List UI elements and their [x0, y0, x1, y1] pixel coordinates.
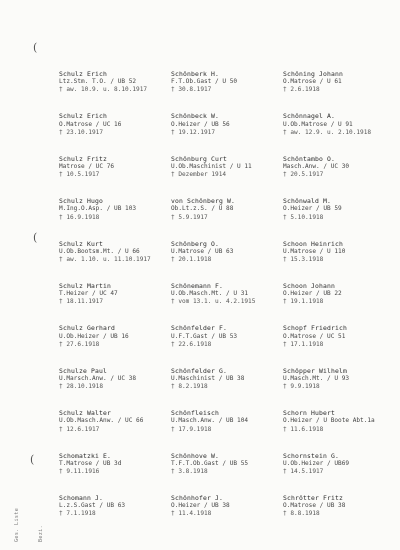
record-name: Schomatzki E. — [59, 451, 111, 460]
record-name: Schönhofer J. — [171, 493, 223, 502]
record-entry — [283, 367, 389, 409]
record-death: † 17.9.1918 — [171, 425, 212, 433]
record-death: † 9.9.1918 — [283, 383, 320, 391]
record-unit: Ltz.Stm. T.O. / UB 52 — [59, 78, 137, 86]
record-unit: O.Heizer / UB 59 — [283, 205, 342, 213]
record-unit: O.Matrose / UB 38 — [283, 502, 346, 510]
record-death: † 14.5.1917 — [283, 467, 324, 475]
margin-mark: ( — [30, 453, 35, 466]
record-name: Schomann J. — [59, 493, 103, 502]
record-unit: U.Ob.Heizer / UB69 — [283, 459, 350, 467]
record-name: von Schönberg W. — [171, 197, 235, 206]
record-name: Schulz Walter — [59, 409, 111, 418]
record-entry — [59, 282, 171, 324]
record-death: † 11.4.1918 — [171, 510, 212, 518]
record-unit: U.Matrose / UB 63 — [171, 247, 234, 255]
record-unit: F.T.Ob.Gast / U 50 — [171, 78, 238, 86]
record-entry — [59, 240, 171, 282]
record-death: † 30.8.1917 — [171, 86, 212, 94]
record-entry — [171, 282, 283, 324]
record-entry — [171, 240, 283, 282]
record-entry — [171, 155, 283, 197]
record-entry — [171, 409, 283, 451]
record-death: † 23.10.1917 — [59, 128, 104, 136]
record-unit: O.Matrose / UC 51 — [283, 332, 346, 340]
record-entry — [283, 282, 389, 324]
record-name: Schornstein G. — [283, 451, 339, 460]
side-note — [14, 392, 44, 542]
record-death: † 15.3.1918 — [283, 255, 324, 263]
record-unit: O.Matrose / U 61 — [283, 78, 342, 86]
record-name: Schönberk H. — [171, 70, 219, 78]
record-entry — [59, 494, 171, 536]
record-unit: O.Heizer / U Boote Abt.1a — [283, 417, 375, 425]
record-unit: U.Matrose / U 110 — [283, 247, 346, 255]
record-unit: T.Heizer / UC 47 — [59, 290, 118, 298]
record-death: † 3.8.1918 — [171, 467, 208, 475]
record-name: Schulz Erich — [59, 70, 107, 78]
record-death: † 28.10.1918 — [59, 383, 104, 391]
record-death: † 7.1.1918 — [59, 510, 96, 518]
record-death: † 20.1.1918 — [171, 255, 212, 263]
record-death: † 19.12.1917 — [171, 128, 216, 136]
record-entry — [283, 409, 389, 451]
record-unit: U.Maschinist / UB 38 — [171, 374, 245, 382]
record-name: Schönnagel A. — [283, 112, 335, 121]
record-entry — [283, 112, 389, 154]
record-unit: M.Ing.O.Asp. / UB 103 — [59, 205, 137, 213]
record-name: Schoon Johann — [283, 281, 335, 290]
record-name: Schönburg Curt — [171, 154, 227, 163]
record-name: Schöntambo O. — [283, 154, 335, 163]
record-death: † 19.1.1918 — [283, 298, 324, 306]
record-unit: O.Heizer / UB 22 — [283, 290, 342, 298]
record-entry — [283, 197, 389, 239]
record-death: † 27.6.1918 — [59, 340, 100, 348]
record-name: Schönberg O. — [171, 239, 219, 248]
record-name: Schönemann F. — [171, 281, 223, 290]
record-unit: U.Ob.Maschinist / U 11 — [171, 162, 252, 170]
record-unit: O.Heizer / UB 56 — [171, 120, 230, 128]
record-entry — [283, 494, 389, 536]
record-unit: U.Ob.Matrose / U 91 — [283, 120, 353, 128]
record-death: † 22.6.1918 — [171, 340, 212, 348]
record-death: † aw. 12.9. u. 2.10.1918 — [283, 128, 372, 136]
record-death: † Dezember 1914 — [171, 171, 227, 179]
record-name: Schulz Martin — [59, 281, 111, 290]
record-unit: U.Ob.Masch.Mt. / U 31 — [171, 290, 249, 298]
record-death: † 2.6.1918 — [283, 86, 320, 94]
record-death: † 20.5.1917 — [283, 171, 324, 179]
record-entry — [59, 155, 171, 197]
record-unit: U.Ob.Masch.Anw. / UC 66 — [59, 417, 144, 425]
record-name: Schrötter Fritz — [283, 493, 343, 502]
record-unit: L.z.S.Gast / UB 63 — [59, 502, 126, 510]
record-death: † aw. 10.9. u. 8.10.1917 — [59, 86, 148, 94]
record-name: Schönhove W. — [171, 451, 219, 460]
record-name: Schöning Johann — [283, 70, 343, 78]
record-entry — [59, 70, 171, 112]
record-entry — [59, 324, 171, 366]
record-unit: U.Marsch.Anw. / UC 38 — [59, 374, 137, 382]
record-unit: U.Ob.Bootsm.Mt. / U 66 — [59, 247, 140, 255]
record-death: † 5.10.1918 — [283, 213, 324, 221]
record-entry — [171, 452, 283, 494]
record-name: Schopf Friedrich — [283, 324, 347, 333]
record-unit: Matrose / UC 76 — [59, 162, 115, 170]
record-entry — [283, 70, 389, 112]
record-entry — [59, 197, 171, 239]
record-death: † 5.9.1917 — [171, 213, 208, 221]
record-name: Schulz Kurt — [59, 239, 103, 248]
record-entry — [283, 324, 389, 366]
record-entry — [171, 324, 283, 366]
record-death: † 9.11.1916 — [59, 467, 100, 475]
record-name: Schulz Fritz — [59, 154, 107, 163]
side-note-text: Ges. Liste — [14, 507, 20, 542]
record-entry — [283, 452, 389, 494]
record-death: † 17.1.1918 — [283, 340, 324, 348]
margin-mark: ( — [33, 41, 38, 54]
record-unit: Masch.Anw. / UC 30 — [283, 162, 350, 170]
record-name: Schulz Hugo — [59, 197, 103, 206]
record-grid — [59, 70, 389, 540]
record-name: Schöpper Wilhelm — [283, 366, 347, 375]
record-entry — [59, 112, 171, 154]
record-death: † vom 13.1. u. 4.2.1915 — [171, 298, 256, 306]
record-unit: T.Matrose / UB 3d — [59, 459, 122, 467]
record-name: Schönfelder G. — [171, 366, 227, 375]
record-entry — [59, 409, 171, 451]
record-name: Schönbeck W. — [171, 112, 219, 121]
record-death: † aw. 1.10. u. 11.10.1917 — [59, 255, 151, 263]
record-unit: U.Masch.Anw. / UB 104 — [171, 417, 249, 425]
record-name: Schönfleisch — [171, 409, 219, 418]
margin-mark: ( — [33, 231, 38, 244]
record-entry — [59, 452, 171, 494]
record-entry — [171, 112, 283, 154]
record-unit: O.Matrose / UC 16 — [59, 120, 122, 128]
record-death: † 16.9.1918 — [59, 213, 100, 221]
record-death: † 18.11.1917 — [59, 298, 104, 306]
record-entry — [171, 494, 283, 536]
record-name: Schulz Erich — [59, 112, 107, 121]
side-note-text: Bezi. — [38, 524, 44, 542]
record-entry — [171, 367, 283, 409]
record-death: † 12.6.1917 — [59, 425, 100, 433]
record-unit: Ob.Lt.z.S. / U 88 — [171, 205, 234, 213]
record-name: Schönwald M. — [283, 197, 331, 206]
record-unit: T.F.T.Ob.Gast / UB 55 — [171, 459, 249, 467]
record-entry — [283, 155, 389, 197]
record-death: † 8.2.1918 — [171, 383, 208, 391]
record-unit: U.Ob.Heizer / UB 16 — [59, 332, 129, 340]
record-entry — [171, 197, 283, 239]
record-entry — [283, 240, 389, 282]
record-entry — [171, 70, 283, 112]
record-death: † 11.6.1918 — [283, 425, 324, 433]
record-entry — [59, 367, 171, 409]
record-unit: U.Masch.Mt. / U 93 — [283, 374, 350, 382]
record-death: † 8.8.1918 — [283, 510, 320, 518]
record-unit: O.Heizer / UB 38 — [171, 502, 230, 510]
record-name: Schorn Hubert — [283, 409, 335, 418]
record-unit: U.F.T.Gast / UB 53 — [171, 332, 238, 340]
record-name: Schulze Paul — [59, 366, 107, 375]
record-name: Schoon Heinrich — [283, 239, 343, 248]
record-death: † 10.5.1917 — [59, 171, 100, 179]
record-name: Schönfelder F. — [171, 324, 227, 333]
record-name: Schulz Gerhard — [59, 324, 115, 333]
